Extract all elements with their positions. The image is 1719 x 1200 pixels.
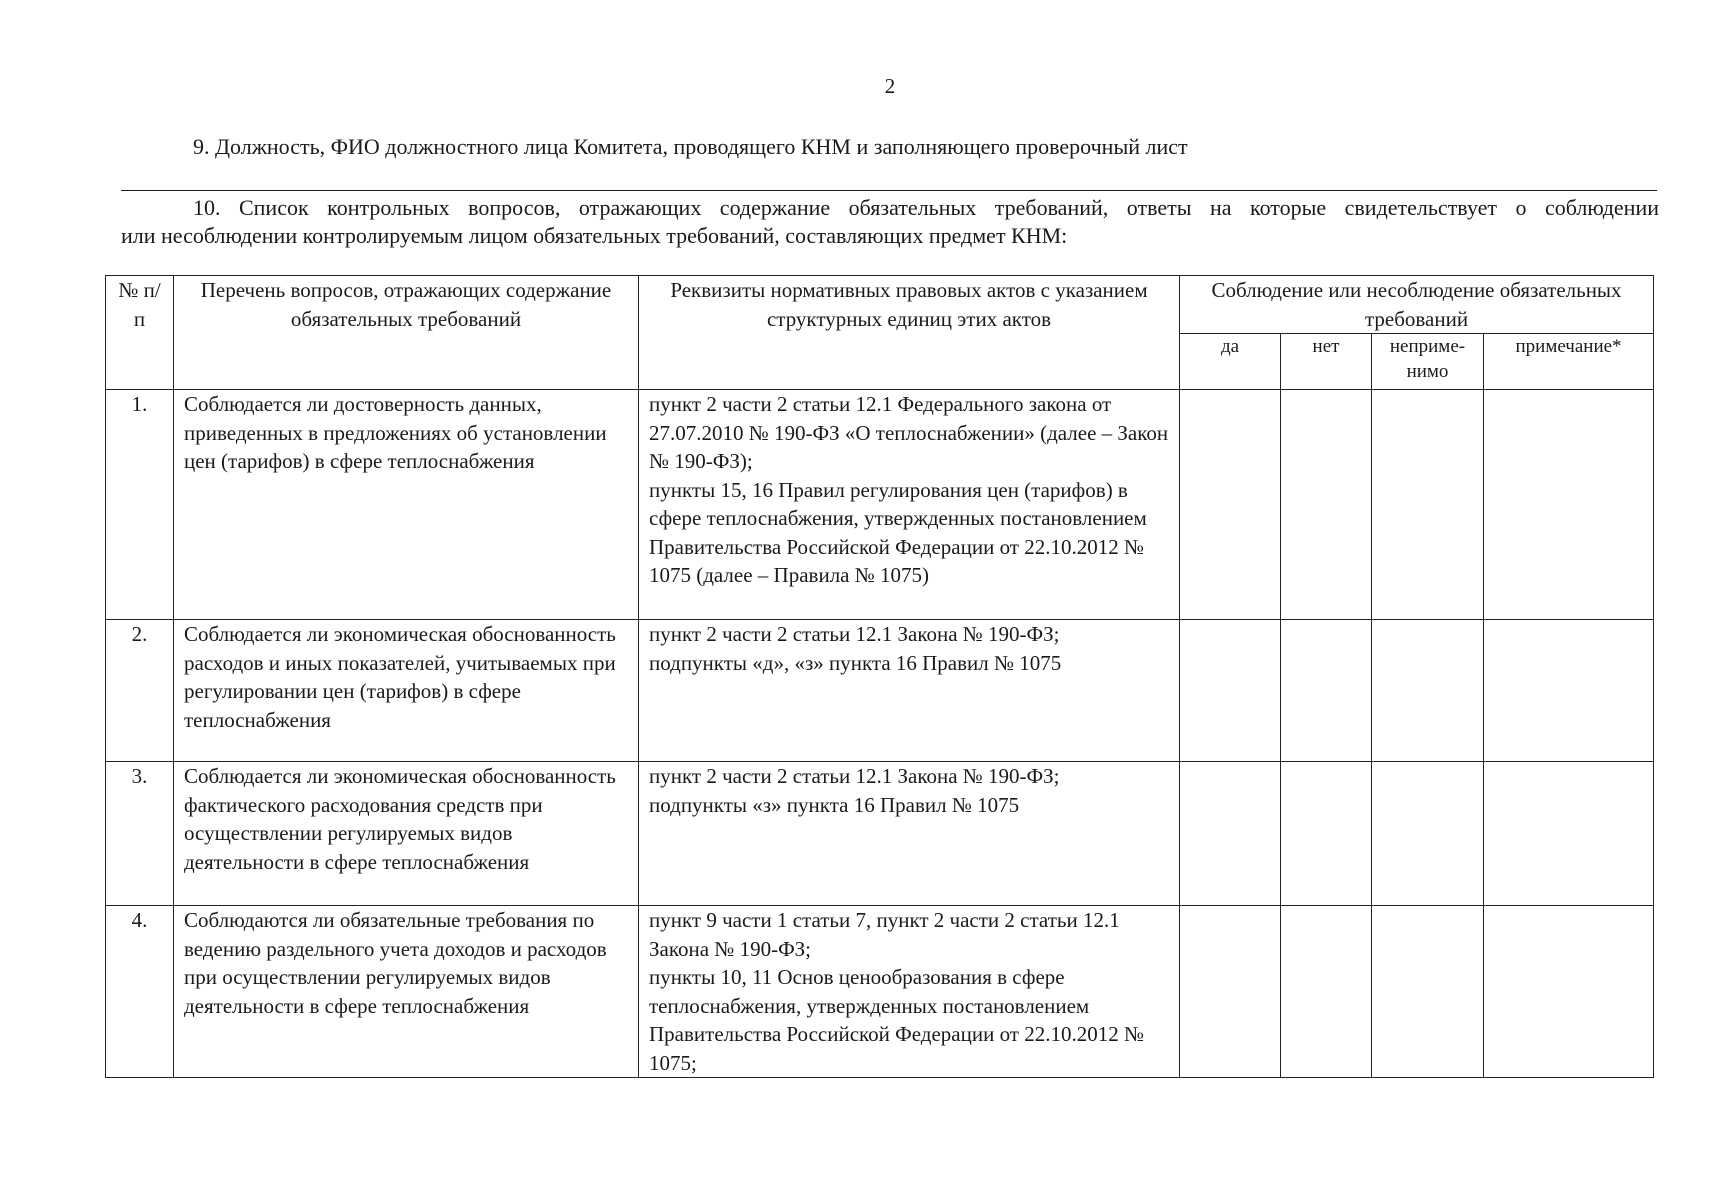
header-compliance: Соблюдение или несоблюдение обязательных требований <box>1180 276 1654 334</box>
item-10-line-1: 10. Список контрольных вопросов, отражающих содержание обязательных требований, ответы на которые свидетельствует о соблюдении <box>193 195 1659 220</box>
row-refs <box>639 906 1180 1078</box>
ref-line: подпункты «д», «з» пункта 16 Правил № 1075 <box>649 650 1062 675</box>
cell-yes[interactable] <box>1180 762 1281 906</box>
item-10-line-2: или несоблюдении контролируемым лицом обязательных требований, составляющих предмет КНМ: <box>121 223 1068 248</box>
item-10-paragraph <box>121 194 1659 250</box>
cell-note[interactable] <box>1484 762 1654 906</box>
header-refs: Реквизиты нормативных правовых актов с указанием структурных единиц этих актов <box>639 276 1180 390</box>
cell-no[interactable] <box>1281 762 1372 906</box>
cell-no[interactable] <box>1281 906 1372 1078</box>
cell-note[interactable] <box>1484 906 1654 1078</box>
ref-line: подпункты «з» пункта 16 Правил № 1075 <box>649 792 1020 817</box>
ref-line: пункт 9 части 1 статьи 7, пункт 2 части 2 статьи 12.1 Закона № 190-ФЗ; <box>649 908 1120 961</box>
cell-yes[interactable] <box>1180 620 1281 762</box>
cell-not-applicable[interactable] <box>1372 762 1484 906</box>
cell-not-applicable[interactable] <box>1372 620 1484 762</box>
cell-yes[interactable] <box>1180 906 1281 1078</box>
cell-not-applicable[interactable] <box>1372 906 1484 1078</box>
row-question: Соблюдается ли экономическая обоснованность расходов и иных показателей, учитываемых при регулировании цен (тарифов) в сфере теплоснабжения <box>174 620 639 762</box>
row-number: 4. <box>106 906 174 1078</box>
cell-no[interactable] <box>1281 390 1372 620</box>
row-question: Соблюдается ли достоверность данных, приведенных в предложениях об установлении цен (тарифов) в сфере теплоснабжения <box>174 390 639 620</box>
table-row <box>106 390 1654 620</box>
ref-line: пункт 2 части 2 статьи 12.1 Закона № 190-ФЗ; <box>649 622 1060 646</box>
row-question: Соблюдаются ли обязательные требования по ведению раздельного учета доходов и расходов при осуществлении регулируемых видов деятельности в сфере теплоснабжения <box>174 906 639 1078</box>
row-number: 2. <box>106 620 174 762</box>
row-refs <box>639 390 1180 620</box>
table-row <box>106 620 1654 762</box>
row-refs <box>639 762 1180 906</box>
row-number: 1. <box>106 390 174 620</box>
ref-line: пункты 10, 11 Основ ценообразования в сфере теплоснабжения, утвержденных постановлением Правительства Российской Федерации от 22.10.2012 № 1075; <box>649 965 1145 1075</box>
header-not-applicable: неприме-нимо <box>1372 334 1484 390</box>
header-no: нет <box>1281 334 1372 390</box>
signature-line <box>121 190 1657 191</box>
cell-yes[interactable] <box>1180 390 1281 620</box>
checklist-table <box>105 275 1654 1078</box>
table-row <box>106 906 1654 1078</box>
cell-not-applicable[interactable] <box>1372 390 1484 620</box>
header-yes: да <box>1180 334 1281 390</box>
ref-line: пункт 2 части 2 статьи 12.1 Закона № 190-ФЗ; <box>649 764 1060 788</box>
header-num: № п/п <box>106 276 174 390</box>
cell-note[interactable] <box>1484 620 1654 762</box>
row-refs <box>639 620 1180 762</box>
ref-line: пункт 2 части 2 статьи 12.1 Федерального закона от 27.07.2010 № 190-ФЗ «О теплоснабжении» (далее – Закон № 190-ФЗ); <box>649 392 1169 473</box>
cell-no[interactable] <box>1281 620 1372 762</box>
table-row <box>106 762 1654 906</box>
page-number: 2 <box>884 74 896 98</box>
ref-line: пункты 15, 16 Правил регулирования цен (тарифов) в сфере теплоснабжения, утвержденных постановлением Правительства Российской Федерации от 22.10.2012 № 1075 (далее – Правила № 1075) <box>649 477 1147 587</box>
cell-note[interactable] <box>1484 390 1654 620</box>
row-question: Соблюдается ли экономическая обоснованность фактического расходования средств при осуществлении регулируемых видов деятельности в сфере теплоснабжения <box>174 762 639 906</box>
header-note: примечание* <box>1484 334 1654 390</box>
row-number: 3. <box>106 762 174 906</box>
header-questions: Перечень вопросов, отражающих содержание обязательных требований <box>174 276 639 390</box>
item-9-officer-line: 9. Должность, ФИО должностного лица Комитета, проводящего КНМ и заполняющего проверочный лист <box>193 134 1188 159</box>
